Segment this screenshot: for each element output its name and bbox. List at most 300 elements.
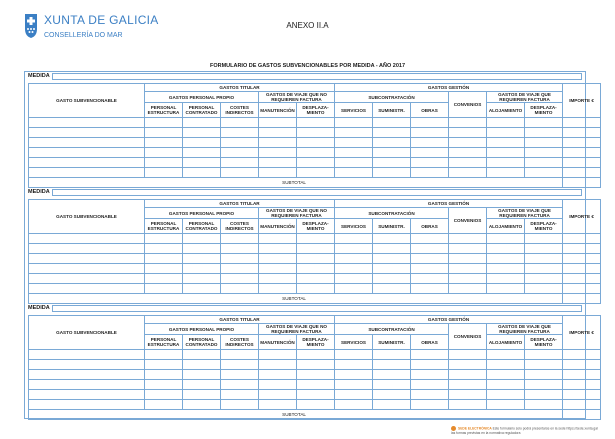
table-row (29, 234, 601, 244)
input-cell[interactable] (221, 370, 259, 380)
input-cell[interactable] (145, 284, 183, 294)
input-cell[interactable] (259, 234, 297, 244)
header-alojamiento: ALOJAMIENTO (487, 219, 525, 234)
input-cell[interactable] (29, 244, 145, 254)
input-cell[interactable] (449, 128, 487, 138)
input-cell[interactable] (183, 274, 221, 284)
header-gasto-subvencionable: GASTO SUBVENCIONABLE (29, 316, 145, 350)
input-cell[interactable] (297, 168, 335, 178)
input-cell[interactable] (145, 128, 183, 138)
input-cell[interactable] (29, 390, 145, 400)
footer-text: Este formulario solo podrá presentarse en la sede https://sede.xunta.gal las formas previstas en la normativa reguladora (451, 426, 598, 435)
input-cell[interactable] (297, 244, 335, 254)
header-gastos-titular: GASTOS TITULAR (145, 316, 335, 324)
medida-input[interactable] (52, 189, 582, 196)
input-cell[interactable] (29, 370, 145, 380)
header-subcontratacion: SUBCONTRATACIÓN (335, 324, 449, 335)
input-cell[interactable] (335, 138, 373, 148)
header-subcontratacion: SUBCONTRATACIÓN (335, 208, 449, 219)
input-cell[interactable] (411, 138, 449, 148)
header-costes-indirectos: COSTES INDIRECTOS (221, 219, 259, 234)
input-cell[interactable] (335, 148, 373, 158)
input-cell[interactable] (373, 370, 411, 380)
input-cell[interactable] (183, 128, 221, 138)
input-cell[interactable] (373, 360, 411, 370)
input-cell[interactable] (259, 168, 297, 178)
input-cell[interactable] (449, 284, 487, 294)
header-viaje-no-factura: GASTOS DE VIAJE QUE NO REQUIEREN FACTURA (259, 92, 335, 103)
input-cell[interactable] (449, 390, 487, 400)
input-cell[interactable] (563, 148, 601, 158)
input-cell[interactable] (259, 400, 297, 410)
input-cell[interactable] (335, 284, 373, 294)
input-cell[interactable] (335, 234, 373, 244)
input-cell[interactable] (449, 234, 487, 244)
input-cell[interactable] (335, 274, 373, 284)
input-cell[interactable] (487, 400, 525, 410)
input-cell[interactable] (373, 234, 411, 244)
input-cell[interactable] (487, 158, 525, 168)
header-gasto-subvencionable: GASTO SUBVENCIONABLE (29, 200, 145, 234)
input-cell[interactable] (145, 118, 183, 128)
input-cell[interactable] (183, 284, 221, 294)
input-cell[interactable] (563, 254, 601, 264)
header-personal-propio: GASTOS PERSONAL PROPIO (145, 324, 259, 335)
form-title: FORMULARIO DE GASTOS SUBVENCIONABLES POR MEDIDA - AÑO 2017 (209, 63, 406, 69)
input-cell[interactable] (449, 400, 487, 410)
input-cell[interactable] (145, 244, 183, 254)
input-cell[interactable] (145, 138, 183, 148)
input-cell[interactable] (335, 400, 373, 410)
input-cell[interactable] (373, 118, 411, 128)
input-cell[interactable] (183, 234, 221, 244)
input-cell[interactable] (449, 168, 487, 178)
input-cell[interactable] (487, 380, 525, 390)
input-cell[interactable] (221, 158, 259, 168)
input-cell[interactable] (373, 148, 411, 158)
input-cell[interactable] (487, 360, 525, 370)
input-cell[interactable] (259, 128, 297, 138)
header-suministros: SUMINISTR. (373, 103, 411, 118)
input-cell[interactable] (563, 400, 601, 410)
input-cell[interactable] (259, 274, 297, 284)
input-cell[interactable] (29, 380, 145, 390)
subtotal-value[interactable] (563, 294, 601, 304)
input-cell[interactable] (487, 234, 525, 244)
input-cell[interactable] (145, 148, 183, 158)
input-cell[interactable] (525, 148, 563, 158)
table-row (29, 400, 601, 410)
input-cell[interactable] (29, 274, 145, 284)
input-cell[interactable] (563, 284, 601, 294)
input-cell[interactable] (221, 138, 259, 148)
input-cell[interactable] (449, 380, 487, 390)
input-cell[interactable] (183, 350, 221, 360)
table-row (29, 380, 601, 390)
input-cell[interactable] (221, 350, 259, 360)
table-row (29, 264, 601, 274)
header-viaje-factura: GASTOS DE VIAJE QUE REQUIEREN FACTURA (487, 324, 563, 335)
input-cell[interactable] (335, 128, 373, 138)
header-manutencion: MANUTENCIÓN (259, 103, 297, 118)
input-cell[interactable] (373, 380, 411, 390)
input-cell[interactable] (487, 370, 525, 380)
input-cell[interactable] (525, 128, 563, 138)
input-cell[interactable] (297, 118, 335, 128)
input-cell[interactable] (487, 128, 525, 138)
input-cell[interactable] (145, 350, 183, 360)
input-cell[interactable] (449, 118, 487, 128)
input-cell[interactable] (145, 400, 183, 410)
input-cell[interactable] (525, 390, 563, 400)
input-cell[interactable] (259, 158, 297, 168)
table-row (29, 390, 601, 400)
input-cell[interactable] (411, 128, 449, 138)
header-gastos-gestion: GASTOS GESTIÓN (335, 316, 563, 324)
input-cell[interactable] (525, 254, 563, 264)
input-cell[interactable] (449, 274, 487, 284)
input-cell[interactable] (373, 284, 411, 294)
input-cell[interactable] (297, 158, 335, 168)
input-cell[interactable] (145, 234, 183, 244)
input-cell[interactable] (563, 138, 601, 148)
input-cell[interactable] (449, 254, 487, 264)
header-obras: OBRAS (411, 103, 449, 118)
input-cell[interactable] (335, 380, 373, 390)
input-cell[interactable] (487, 148, 525, 158)
input-cell[interactable] (183, 168, 221, 178)
subtotal-value[interactable] (563, 410, 601, 420)
input-cell[interactable] (563, 244, 601, 254)
input-cell[interactable] (29, 234, 145, 244)
input-cell[interactable] (221, 118, 259, 128)
input-cell[interactable] (373, 244, 411, 254)
input-cell[interactable] (449, 370, 487, 380)
input-cell[interactable] (29, 168, 145, 178)
input-cell[interactable] (373, 128, 411, 138)
input-cell[interactable] (221, 284, 259, 294)
input-cell[interactable] (411, 274, 449, 284)
page-header (0, 0, 615, 69)
input-cell[interactable] (145, 254, 183, 264)
medida-label: MEDIDA (28, 305, 50, 311)
input-cell[interactable] (221, 390, 259, 400)
input-cell[interactable] (297, 350, 335, 360)
input-cell[interactable] (487, 274, 525, 284)
input-cell[interactable] (449, 138, 487, 148)
input-cell[interactable] (411, 380, 449, 390)
input-cell[interactable] (183, 370, 221, 380)
input-cell[interactable] (335, 254, 373, 264)
input-cell[interactable] (221, 254, 259, 264)
header-suministros: SUMINISTR. (373, 335, 411, 350)
input-cell[interactable] (525, 244, 563, 254)
input-cell[interactable] (373, 400, 411, 410)
subtotal-label: SUBTOTAL (29, 178, 563, 188)
header-viaje-no-factura: GASTOS DE VIAJE QUE NO REQUIEREN FACTURA (259, 208, 335, 219)
input-cell[interactable] (525, 118, 563, 128)
input-cell[interactable] (145, 168, 183, 178)
input-cell[interactable] (29, 400, 145, 410)
input-cell[interactable] (259, 254, 297, 264)
input-cell[interactable] (525, 234, 563, 244)
header-personal-contratado: PERSONAL CONTRATADO (183, 103, 221, 118)
input-cell[interactable] (411, 158, 449, 168)
input-cell[interactable] (487, 264, 525, 274)
input-cell[interactable] (183, 148, 221, 158)
input-cell[interactable] (297, 274, 335, 284)
input-cell[interactable] (183, 118, 221, 128)
input-cell[interactable] (259, 350, 297, 360)
table-row (29, 128, 601, 138)
input-cell[interactable] (487, 118, 525, 128)
input-cell[interactable] (563, 360, 601, 370)
input-cell[interactable] (525, 350, 563, 360)
annex-title: ANEXO II.A (286, 21, 329, 30)
input-cell[interactable] (411, 234, 449, 244)
input-cell[interactable] (335, 390, 373, 400)
input-cell[interactable] (335, 158, 373, 168)
input-cell[interactable] (563, 264, 601, 274)
table-row (29, 158, 601, 168)
input-cell[interactable] (373, 350, 411, 360)
input-cell[interactable] (525, 264, 563, 274)
input-cell[interactable] (487, 254, 525, 264)
header-costes-indirectos: COSTES INDIRECTOS (221, 103, 259, 118)
header-importe: IMPORTE € (563, 200, 601, 234)
input-cell[interactable] (563, 370, 601, 380)
input-cell[interactable] (411, 284, 449, 294)
input-cell[interactable] (525, 168, 563, 178)
input-cell[interactable] (411, 254, 449, 264)
input-cell[interactable] (145, 264, 183, 274)
table-row (29, 370, 601, 380)
header-desplazamiento: DESPLAZA-MIENTO (297, 103, 335, 118)
medida-input[interactable] (52, 73, 582, 80)
input-cell[interactable] (373, 138, 411, 148)
input-cell[interactable] (29, 118, 145, 128)
input-cell[interactable] (183, 390, 221, 400)
header-convenios: CONVENIOS (449, 324, 487, 350)
input-cell[interactable] (145, 370, 183, 380)
input-cell[interactable] (259, 118, 297, 128)
input-cell[interactable] (563, 168, 601, 178)
input-cell[interactable] (297, 128, 335, 138)
input-cell[interactable] (297, 254, 335, 264)
input-cell[interactable] (297, 284, 335, 294)
input-cell[interactable] (183, 400, 221, 410)
input-cell[interactable] (297, 138, 335, 148)
input-cell[interactable] (259, 244, 297, 254)
input-cell[interactable] (183, 360, 221, 370)
input-cell[interactable] (335, 350, 373, 360)
input-cell[interactable] (525, 138, 563, 148)
input-cell[interactable] (335, 244, 373, 254)
input-cell[interactable] (297, 390, 335, 400)
input-cell[interactable] (411, 390, 449, 400)
input-cell[interactable] (563, 390, 601, 400)
input-cell[interactable] (221, 148, 259, 158)
input-cell[interactable] (525, 360, 563, 370)
table-row (29, 148, 601, 158)
input-cell[interactable] (411, 370, 449, 380)
input-cell[interactable] (259, 360, 297, 370)
input-cell[interactable] (335, 118, 373, 128)
table-row (29, 284, 601, 294)
input-cell[interactable] (335, 370, 373, 380)
table-row (29, 254, 601, 264)
input-cell[interactable] (183, 264, 221, 274)
input-cell[interactable] (563, 158, 601, 168)
input-cell[interactable] (563, 118, 601, 128)
input-cell[interactable] (145, 360, 183, 370)
header-viaje-no-factura: GASTOS DE VIAJE QUE NO REQUIEREN FACTURA (259, 324, 335, 335)
input-cell[interactable] (221, 128, 259, 138)
input-cell[interactable] (259, 370, 297, 380)
input-cell[interactable] (411, 118, 449, 128)
input-cell[interactable] (373, 158, 411, 168)
input-cell[interactable] (487, 390, 525, 400)
input-cell[interactable] (259, 284, 297, 294)
input-cell[interactable] (259, 390, 297, 400)
input-cell[interactable] (221, 244, 259, 254)
input-cell[interactable] (221, 400, 259, 410)
input-cell[interactable] (525, 380, 563, 390)
input-cell[interactable] (297, 380, 335, 390)
input-cell[interactable] (259, 264, 297, 274)
header-personal-propio: GASTOS PERSONAL PROPIO (145, 208, 259, 219)
input-cell[interactable] (221, 360, 259, 370)
input-cell[interactable] (259, 148, 297, 158)
input-cell[interactable] (145, 380, 183, 390)
input-cell[interactable] (183, 244, 221, 254)
header-manutencion: MANUTENCIÓN (259, 219, 297, 234)
input-cell[interactable] (183, 380, 221, 390)
header-gastos-titular: GASTOS TITULAR (145, 200, 335, 208)
input-cell[interactable] (183, 158, 221, 168)
input-cell[interactable] (487, 350, 525, 360)
input-cell[interactable] (259, 380, 297, 390)
expenses-table (28, 315, 601, 420)
header-importe: IMPORTE € (563, 84, 601, 118)
input-cell[interactable] (297, 360, 335, 370)
input-cell[interactable] (29, 148, 145, 158)
input-cell[interactable] (449, 264, 487, 274)
header-gastos-gestion: GASTOS GESTIÓN (335, 84, 563, 92)
input-cell[interactable] (411, 244, 449, 254)
input-cell[interactable] (487, 284, 525, 294)
input-cell[interactable] (563, 380, 601, 390)
input-cell[interactable] (221, 274, 259, 284)
input-cell[interactable] (525, 370, 563, 380)
input-cell[interactable] (145, 158, 183, 168)
input-cell[interactable] (297, 234, 335, 244)
header-gastos-gestion: GASTOS GESTIÓN (335, 200, 563, 208)
input-cell[interactable] (411, 360, 449, 370)
header-convenios: CONVENIOS (449, 92, 487, 118)
header-importe: IMPORTE € (563, 316, 601, 350)
table-row (29, 138, 601, 148)
input-cell[interactable] (525, 158, 563, 168)
input-cell[interactable] (449, 148, 487, 158)
table-row (29, 274, 601, 284)
input-cell[interactable] (449, 360, 487, 370)
header-convenios: CONVENIOS (449, 208, 487, 234)
input-cell[interactable] (411, 400, 449, 410)
input-cell[interactable] (449, 244, 487, 254)
header-personal-contratado: PERSONAL CONTRATADO (183, 219, 221, 234)
input-cell[interactable] (297, 148, 335, 158)
input-cell[interactable] (487, 168, 525, 178)
input-cell[interactable] (335, 360, 373, 370)
input-cell[interactable] (29, 264, 145, 274)
input-cell[interactable] (373, 254, 411, 264)
input-cell[interactable] (221, 234, 259, 244)
input-cell[interactable] (373, 168, 411, 178)
input-cell[interactable] (411, 148, 449, 158)
input-cell[interactable] (373, 264, 411, 274)
header-desplazamiento-2: DESPLAZA-MIENTO (525, 219, 563, 234)
subtotal-label: SUBTOTAL (29, 294, 563, 304)
input-cell[interactable] (29, 350, 145, 360)
header-gastos-titular: GASTOS TITULAR (145, 84, 335, 92)
input-cell[interactable] (525, 274, 563, 284)
input-cell[interactable] (221, 264, 259, 274)
input-cell[interactable] (373, 274, 411, 284)
input-cell[interactable] (221, 380, 259, 390)
input-cell[interactable] (449, 350, 487, 360)
input-cell[interactable] (525, 400, 563, 410)
input-cell[interactable] (449, 158, 487, 168)
input-cell[interactable] (411, 350, 449, 360)
input-cell[interactable] (411, 168, 449, 178)
medida-label: MEDIDA (28, 189, 50, 195)
input-cell[interactable] (145, 274, 183, 284)
header-desplazamiento-2: DESPLAZA-MIENTO (525, 335, 563, 350)
input-cell[interactable] (29, 360, 145, 370)
input-cell[interactable] (29, 284, 145, 294)
input-cell[interactable] (297, 370, 335, 380)
input-cell[interactable] (29, 254, 145, 264)
header-viaje-factura: GASTOS DE VIAJE QUE REQUIEREN FACTURA (487, 92, 563, 103)
input-cell[interactable] (563, 350, 601, 360)
input-cell[interactable] (145, 390, 183, 400)
input-cell[interactable] (259, 138, 297, 148)
input-cell[interactable] (29, 158, 145, 168)
input-cell[interactable] (335, 168, 373, 178)
input-cell[interactable] (487, 244, 525, 254)
input-cell[interactable] (373, 390, 411, 400)
input-cell[interactable] (411, 264, 449, 274)
input-cell[interactable] (297, 264, 335, 274)
footer-note (451, 426, 601, 435)
input-cell[interactable] (221, 168, 259, 178)
input-cell[interactable] (183, 254, 221, 264)
input-cell[interactable] (563, 234, 601, 244)
input-cell[interactable] (29, 128, 145, 138)
input-cell[interactable] (183, 138, 221, 148)
input-cell[interactable] (297, 400, 335, 410)
subtotal-value[interactable] (563, 178, 601, 188)
input-cell[interactable] (525, 284, 563, 294)
input-cell[interactable] (335, 264, 373, 274)
input-cell[interactable] (563, 128, 601, 138)
input-cell[interactable] (563, 274, 601, 284)
medida-input[interactable] (52, 305, 582, 312)
header-servicios: SERVICIOS (335, 335, 373, 350)
input-cell[interactable] (487, 138, 525, 148)
input-cell[interactable] (29, 138, 145, 148)
